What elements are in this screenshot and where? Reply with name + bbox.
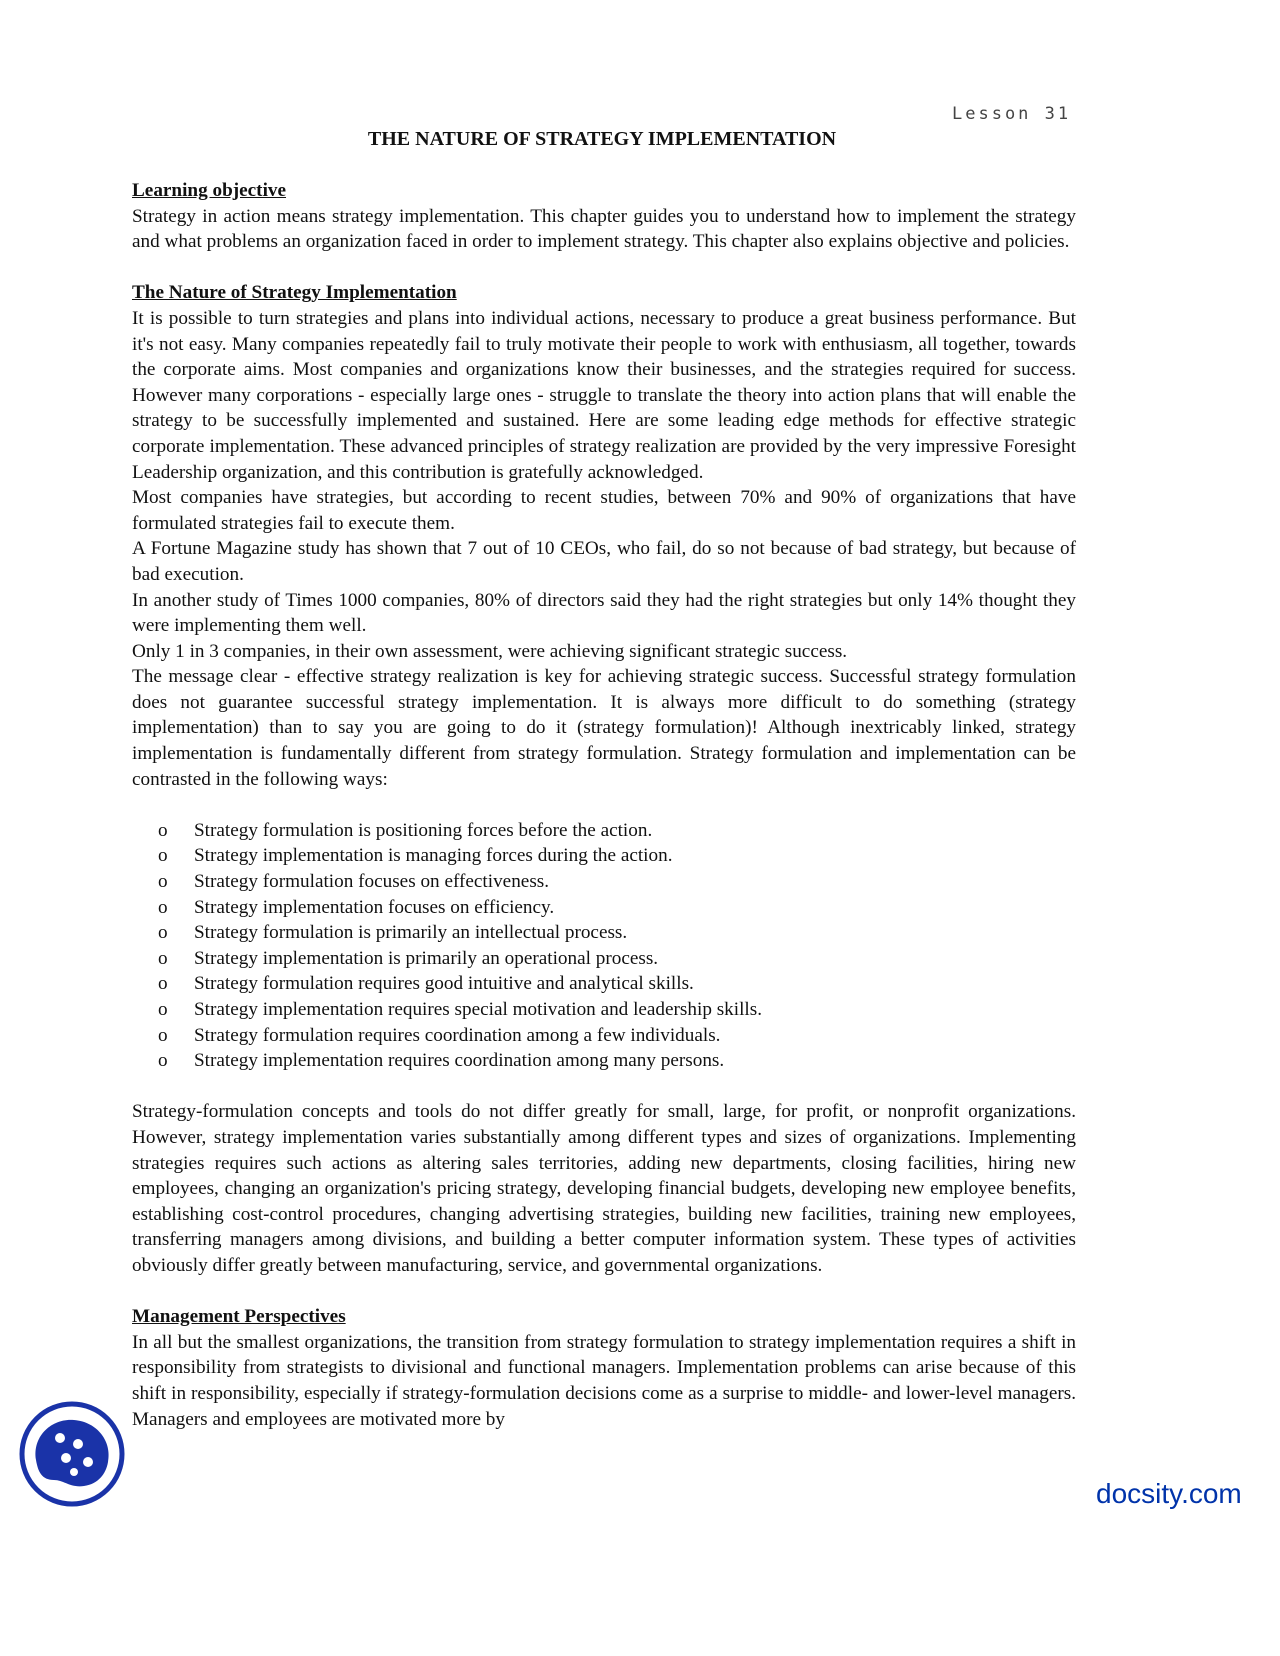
docsity-brand-link[interactable]: docsity.com	[1096, 1478, 1242, 1509]
list-item: o Strategy formulation is primarily an intellectual process.	[158, 920, 1076, 946]
bullet-marker: o	[158, 819, 168, 841]
paragraph: Most companies have strategies, but according to recent studies, between 70% and 90% of organizations that have formulated strategies fail to execute them.	[132, 487, 1076, 534]
docsity-logo-icon[interactable]	[18, 1400, 126, 1508]
lesson-number: Lesson 31	[952, 104, 1072, 124]
paragraph: The message clear - effective strategy realization is key for achieving strategic success. Successful strategy formulation does not guarantee successful strategy implementation. It is always more difficult to do something (strategy implementation) than to say you are going to do it (strategy formulation)! Although inextricably linked, strategy implementation is fundamentally different from strategy formulation. Strategy formulation and implementation can be contrasted in the following ways:	[132, 666, 1076, 790]
list-item: o Strategy formulation focuses on effectiveness.	[158, 869, 1076, 895]
list-item: o Strategy implementation is primarily an operational process.	[158, 946, 1076, 972]
list-item: o Strategy formulation is positioning forces before the action.	[158, 818, 1076, 844]
page-title: THE NATURE OF STRATEGY IMPLEMENTATION	[367, 128, 837, 150]
list-item: o Strategy implementation requires coordination among many persons.	[158, 1048, 1076, 1074]
paragraph: Strategy in action means strategy implementation. This chapter guides you to understand how to implement the strategy and what problems an organization faced in order to implement strategy. This chapter also explains objective and policies.	[132, 205, 1076, 253]
paragraph: In another study of Times 1000 companies, 80% of directors said they had the right strategies but only 14% thought they were implementing them well.	[132, 589, 1076, 637]
paragraph: Strategy-formulation concepts and tools do not differ greatly for small, large, for profit, or nonprofit organizations. However, strategy implementation varies substantially among different types and sizes of organizations. Implementing strategies requires such actions as altering sales territories, adding new departments, closing facilities, hiring new employees, changing an organization's pricing strategy, developing financial budgets, developing new employee benefits, establishing cost-control procedures, changing advertising strategies, building new facilities, training new employees, transferring managers among divisions, and building a better computer information system. These types of activities obviously differ greatly between manufacturing, service, and governmental organizations.	[132, 1101, 1076, 1276]
list-item: o Strategy formulation requires good intuitive and analytical skills.	[158, 971, 1076, 997]
list-item: o Strategy formulation requires coordination among a few individuals.	[158, 1023, 1076, 1049]
bullet-marker: o	[158, 871, 168, 893]
heading-management-perspectives: Management Perspectives	[132, 1306, 346, 1328]
bullet-marker: o	[158, 922, 168, 944]
paragraph: In all but the smallest organizations, the transition from strategy formulation to strategy implementation requires a shift in responsibility from strategists to divisional and functional managers. Implementation problems can arise because of this shift in responsibility, especially if strategy-formulation decisions come as a surprise to middle- and lower-level managers. Managers and employees are motivated more by	[132, 1331, 1076, 1430]
bullet-marker: o	[158, 1050, 168, 1072]
paragraph: A Fortune Magazine study has shown that 7 out of 10 CEOs, who fail, do so not because of bad strategy, but because of bad execution.	[132, 538, 1076, 585]
paragraph: Only 1 in 3 companies, in their own assessment, were achieving significant strategic success.	[132, 640, 848, 662]
list-item: o Strategy implementation focuses on efficiency.	[158, 895, 1076, 921]
bullet-marker: o	[158, 973, 168, 995]
contrast-list	[132, 818, 1076, 1074]
list-item: o Strategy implementation requires special motivation and leadership skills.	[158, 997, 1076, 1023]
heading-nature-of-strategy-implementation: The Nature of Strategy Implementation	[132, 282, 457, 304]
document-body	[132, 178, 1076, 1432]
bullet-marker: o	[158, 999, 168, 1020]
bullet-marker: o	[158, 947, 168, 969]
list-item: o Strategy implementation is managing forces during the action.	[158, 843, 1076, 869]
bullet-marker: o	[158, 845, 168, 867]
bullet-marker: o	[158, 896, 168, 918]
paragraph: It is possible to turn strategies and plans into individual actions, necessary to produce a great business performance. But it's not easy. Many companies repeatedly fail to truly motivate their people to work with enthusiasm, all together, towards the corporate aims. Most companies and organizations know their businesses, and the strategies required for success. However many corporations - especially large ones - struggle to translate the theory into action plans that will enable the strategy to be successfully implemented and sustained. Here are some leading edge methods for effective strategic corporate implementation. These advanced principles of strategy realization are provided by the very impressive Foresight Leadership organization, and this contribution is gratefully acknowledged.	[132, 307, 1076, 483]
heading-learning-objective: Learning objective	[132, 180, 287, 201]
bullet-marker: o	[158, 1024, 168, 1046]
